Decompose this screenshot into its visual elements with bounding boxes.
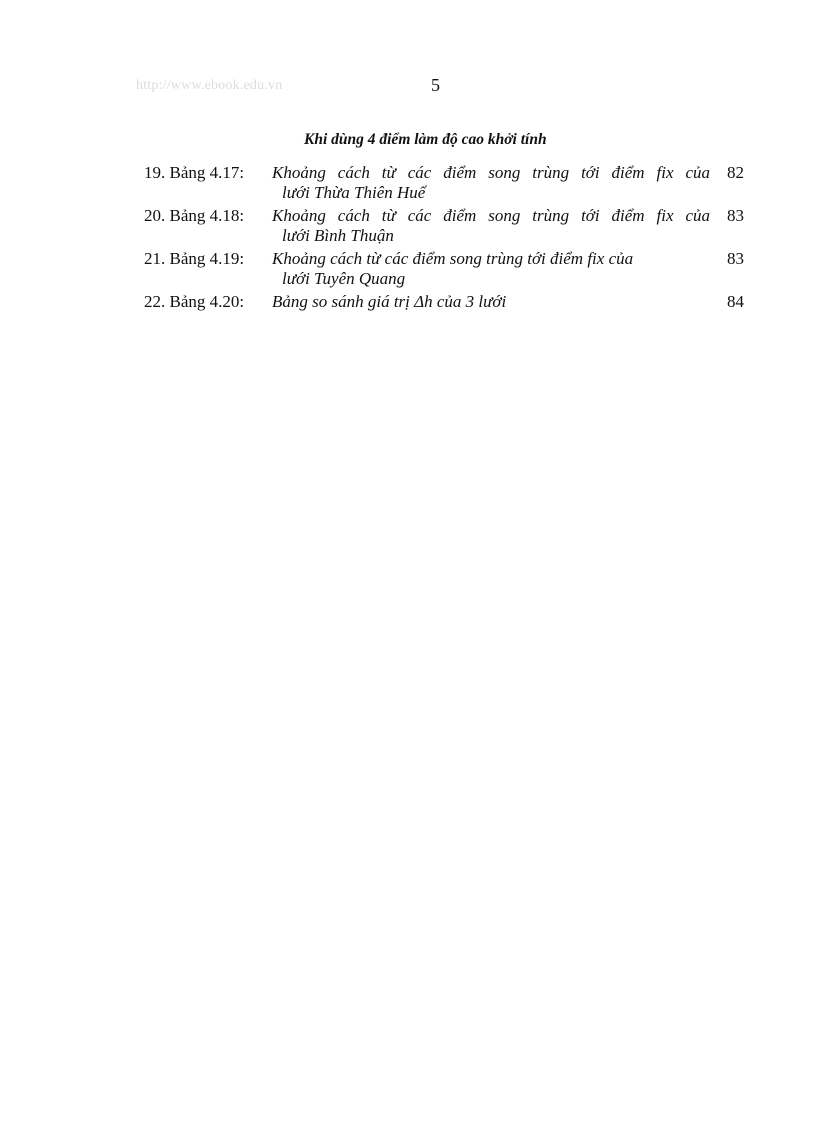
toc-entry-title-line1: Khoảng cách từ các điểm song trùng tới điểm fix của	[272, 206, 710, 225]
watermark-url: http://www.ebook.edu.vn	[136, 78, 283, 93]
toc-entry-title	[272, 206, 710, 246]
toc-entry-19[interactable]	[144, 163, 744, 203]
toc-entry-title-line2: lưới Tuyên Quang	[282, 269, 406, 288]
toc-entry-page: 83	[727, 206, 744, 225]
toc-entry-page: 84	[727, 292, 744, 311]
toc-entry-title	[272, 163, 710, 203]
toc-entry-title-line2: lưới Thừa Thiên Huế	[282, 183, 426, 202]
toc-entry-label: 20. Bảng 4.18:	[144, 206, 245, 225]
toc-entry-label: 19. Bảng 4.17:	[144, 163, 245, 182]
toc-entry-page: 83	[727, 249, 744, 268]
page-number: 5	[431, 75, 440, 95]
toc-entry-title-line1: Khoảng cách từ các điểm song trùng tới điểm fix của	[272, 163, 710, 182]
toc-entry-page: 82	[727, 163, 744, 182]
toc-entry-title-line1: Bảng so sánh giá trị Δh của 3 lưới	[272, 292, 507, 311]
toc-entry-title-line2: lưới Bình Thuận	[282, 226, 394, 245]
toc-entry-20[interactable]	[144, 206, 744, 246]
table-of-contents-list	[144, 163, 744, 315]
toc-entry-label: 22. Bảng 4.20:	[144, 292, 245, 311]
toc-entry-22[interactable]	[144, 292, 744, 312]
section-heading: Khi dùng 4 điểm làm độ cao khởi tính	[304, 131, 547, 148]
toc-entry-21[interactable]	[144, 249, 744, 289]
toc-entry-title	[272, 249, 710, 289]
toc-entry-title	[272, 292, 710, 312]
toc-entry-title-line1: Khoảng cách từ các điểm song trùng tới điểm fix của	[272, 249, 634, 268]
toc-entry-label: 21. Bảng 4.19:	[144, 249, 245, 268]
